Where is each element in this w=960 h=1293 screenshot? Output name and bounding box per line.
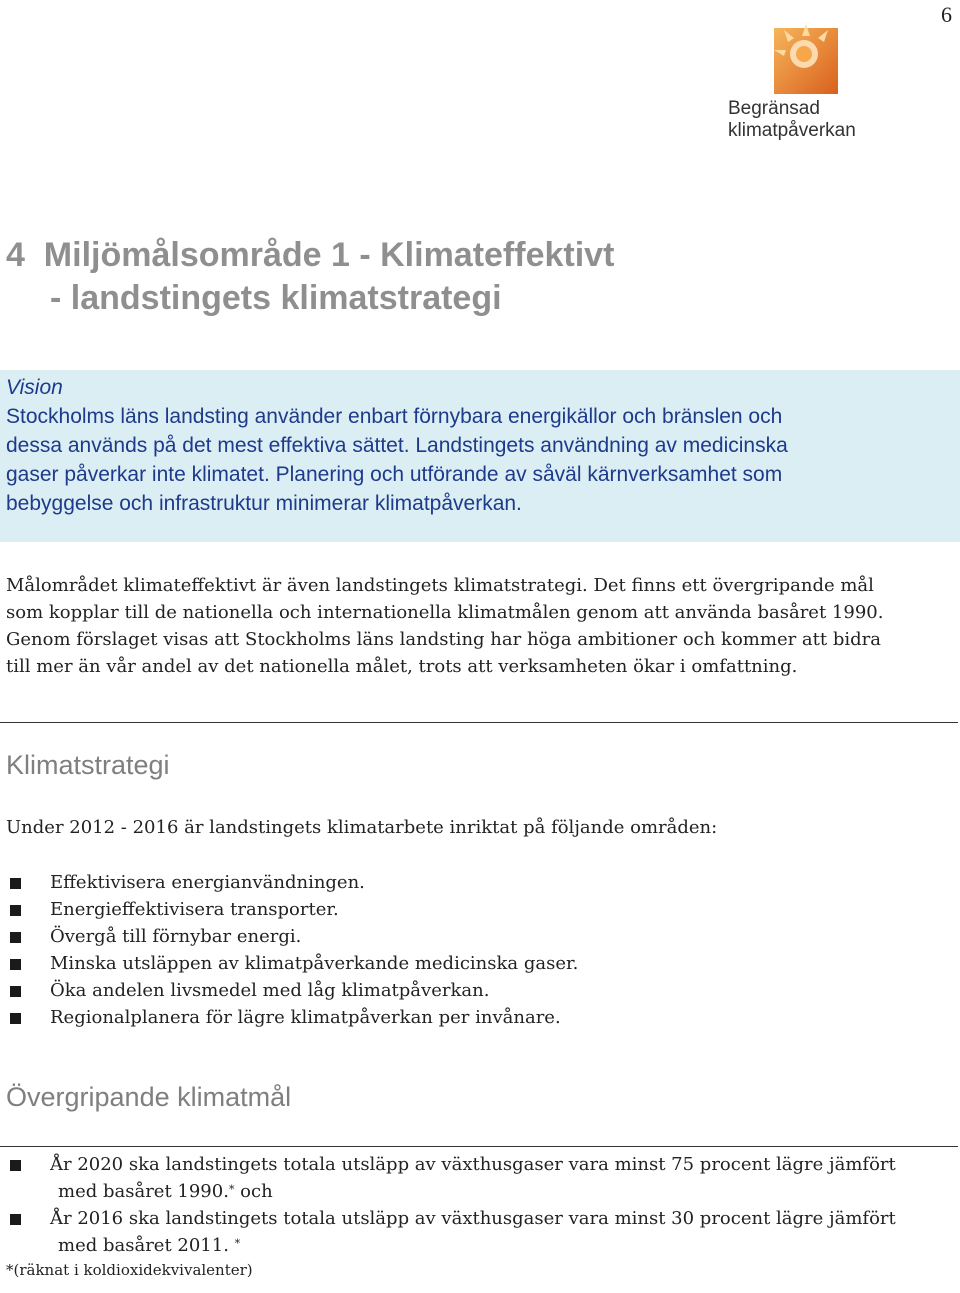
goal-text-line1: År 2020 ska landstingets totala utsläpp av växthusgaser vara minst 75 procent lägre jämfört bbox=[50, 1154, 896, 1175]
square-bullet-icon bbox=[10, 1160, 21, 1171]
goals-list bbox=[6, 1151, 896, 1259]
overgripande-heading: Övergripande klimatmål bbox=[6, 1082, 292, 1112]
square-bullet-icon bbox=[10, 959, 21, 970]
square-bullet-icon bbox=[10, 932, 21, 943]
chapter-heading-line1: 4 Miljömålsområde 1 - Klimateffektivt bbox=[6, 236, 615, 274]
list-item bbox=[6, 869, 578, 896]
goal-text-line2 bbox=[50, 1232, 896, 1259]
list-item-text: Övergå till förnybar energi. bbox=[50, 926, 302, 947]
logo-line2: klimatpåverkan bbox=[728, 120, 856, 141]
page-number: 6 bbox=[941, 2, 952, 27]
square-bullet-icon bbox=[10, 1214, 21, 1225]
list-item-text: Energieffektivisera transporter. bbox=[50, 899, 339, 920]
vision-box bbox=[0, 370, 960, 542]
chapter-heading bbox=[6, 234, 614, 320]
footnote-marker: * bbox=[228, 1183, 235, 1196]
intro-line: Genom förslaget visas att Stockholms läns landsting har höga ambitioner och kommer att bidra bbox=[6, 629, 881, 650]
goal-suffix: och bbox=[234, 1181, 273, 1202]
square-bullet-icon bbox=[10, 905, 21, 916]
intro-line: som kopplar till de nationella och internationella klimatmålen genom att använda basåret 1990. bbox=[6, 602, 884, 623]
intro-line: Målområdet klimateffektivt är även landstingets klimatstrategi. Det finns ett övergripande mål bbox=[6, 575, 874, 596]
goal-text-line2 bbox=[50, 1178, 896, 1205]
vision-title: Vision bbox=[6, 376, 63, 399]
goal-base-year: med basåret 2011. bbox=[58, 1235, 235, 1256]
vision-text bbox=[6, 402, 954, 518]
list-item-text: Öka andelen livsmedel med låg klimatpåverkan. bbox=[50, 980, 490, 1001]
square-bullet-icon bbox=[10, 1013, 21, 1024]
list-item bbox=[6, 977, 578, 1004]
list-item-text: Regionalplanera för lägre klimatpåverkan per invånare. bbox=[50, 1007, 561, 1028]
vision-line: dessa används på det mest effektiva sättet. Landstingets användning av medicinska bbox=[6, 434, 788, 457]
list-item bbox=[6, 1004, 578, 1031]
footnote-marker: * bbox=[234, 1237, 241, 1250]
square-bullet-icon bbox=[10, 986, 21, 997]
goal-base-year: med basåret 1990. bbox=[58, 1181, 229, 1202]
list-item bbox=[6, 950, 578, 977]
goal-text-line1: År 2016 ska landstingets totala utsläpp av växthusgaser vara minst 30 procent lägre jämfört bbox=[50, 1208, 896, 1229]
intro-line: till mer än vår andel av det nationella målet, trots att verksamheten ökar i omfattning. bbox=[6, 656, 798, 677]
logo-line1: Begränsad bbox=[728, 98, 820, 119]
klimatstrategi-heading: Klimatstrategi bbox=[6, 750, 170, 780]
strategy-lead: Under 2012 - 2016 är landstingets klimatarbete inriktat på följande områden: bbox=[6, 817, 718, 838]
goal-item bbox=[6, 1205, 896, 1259]
list-item bbox=[6, 923, 578, 950]
vision-line: Stockholms läns landsting använder enbart förnybara energikällor och bränslen och bbox=[6, 405, 783, 428]
logo bbox=[722, 12, 872, 142]
sun-logo-icon bbox=[770, 20, 842, 98]
section-divider bbox=[0, 1146, 958, 1147]
intro-paragraph bbox=[6, 572, 883, 680]
vision-line: gaser påverkar inte klimatet. Planering och utförande av såväl kärnverksamhet som bbox=[6, 463, 783, 486]
footnote: *(räknat i koldioxidekvivalenter) bbox=[6, 1261, 253, 1279]
chapter-heading-line2: - landstingets klimatstrategi bbox=[50, 279, 502, 317]
list-item-text: Effektivisera energianvändningen. bbox=[50, 872, 365, 893]
logo-text bbox=[728, 98, 856, 142]
vision-line: bebyggelse och infrastruktur minimerar klimatpåverkan. bbox=[6, 492, 522, 515]
list-item-text: Minska utsläppen av klimatpåverkande medicinska gaser. bbox=[50, 953, 579, 974]
square-bullet-icon bbox=[10, 878, 21, 889]
section-divider bbox=[0, 722, 958, 723]
strategy-list bbox=[6, 869, 578, 1031]
list-item bbox=[6, 896, 578, 923]
goal-item bbox=[6, 1151, 896, 1205]
